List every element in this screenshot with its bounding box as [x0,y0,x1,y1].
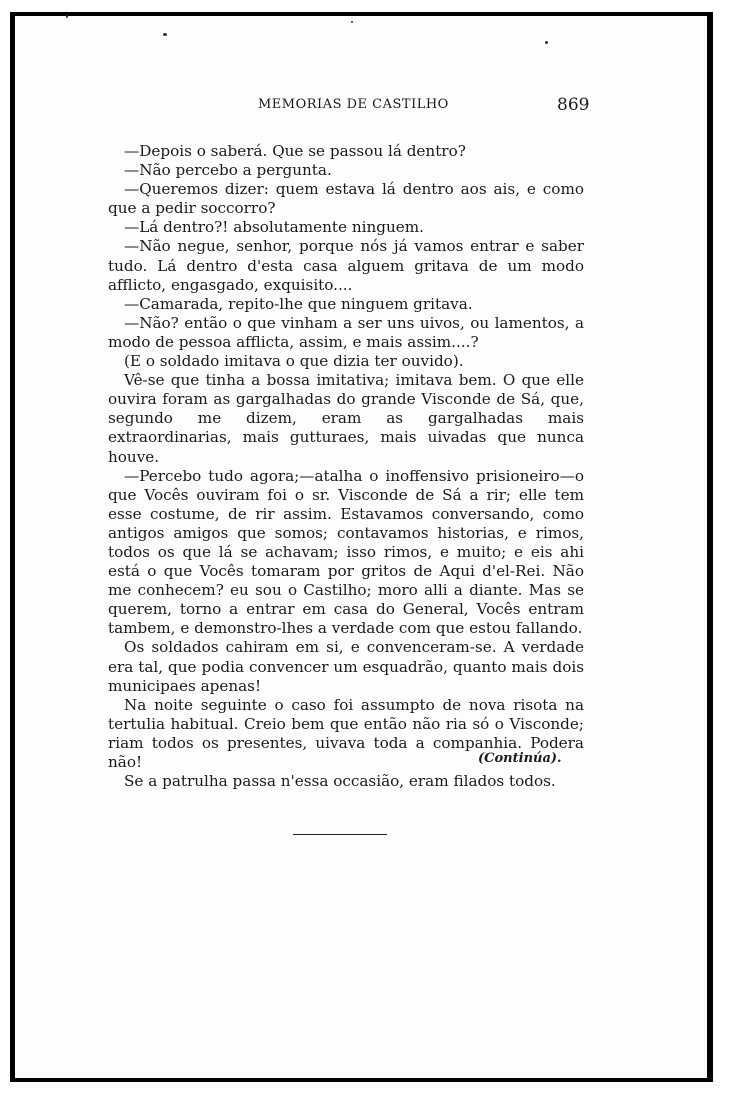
paragraph: —Não negue, senhor, porque nós já vamos entrar e saber tudo. Lá dentro d'esta casa alguem gritava de um modo afflicto, engasgado, exquisito.... [108,237,584,294]
paragraph: —Percebo tudo agora;—atalha o inoffensivo prisioneiro—o que Vocês ouviram foi o sr. Visconde de Sá a rir; elle tem esse costume, de rir assim. Estavamos conversando, como antigos amigos que somos; contavamos historias, e rimos, todos os que lá se achavam; isso rimos, e muito; e eis ahi está o que Vocês tomaram por gritos de Aqui d'el-Rei. Não me conhecem? eu sou o Castilho; moro alli a diante. Mas se querem, torno a entrar em casa do General, Vocês entram tambem, e demonstro-lhes a verdade com que estou fallando. [108,466,584,638]
paragraph: Se a patrulha passa n'essa occasião, eram filados todos. [124,772,556,791]
paragraph: —Não percebo a pergunta. [124,161,332,180]
paragraph: —Camarada, repito-lhe que ninguem gritava. [124,294,473,313]
paragraph: —Não? então o que vinham a ser uns uivos, ou lamentos, a modo de pessoa afflicta, assim, e mais assim....? [108,313,584,351]
print-speck [163,33,167,36]
print-speck [351,21,353,23]
paragraph: Na noite seguinte o caso foi assumpto de nova risota na tertulia habitual. Creio bem que então não ria só o Visconde; riam todos os presentes, uivava toda a companhia. Podera não! [108,695,584,771]
paragraph: —Queremos dizer: quem estava lá dentro aos ais, e como que a pedir soccorro? [108,180,584,218]
section-rule [293,834,387,835]
paragraph: —Depois o saberá. Que se passou lá dentro? [124,142,466,160]
page-number: 869 [557,95,590,115]
continuation-note: (Continúa). [478,751,562,766]
print-speck [66,15,68,18]
print-speck [545,41,548,44]
paragraph: (E o soldado imitava o que dizia ter ouvido). [124,352,464,371]
paragraph: Os soldados cahiram em si, e convenceram-se. A verdade era tal, que podia convencer um esquadrão, quanto mais dois municipaes apenas! [108,638,584,695]
paragraph: Vê-se que tinha a bossa imitativa; imitava bem. O que elle ouvira foram as gargalhadas do grande Visconde de Sá, que, segundo me dizem, eram as gargalhadas mais extraordinarias, mais gutturaes, mais uivadas que nunca houve. [108,371,584,466]
paragraph: —Lá dentro?! absolutamente ninguem. [124,218,424,237]
running-title: MEMORIAS DE CASTILHO [258,97,449,112]
body-text [108,142,584,791]
